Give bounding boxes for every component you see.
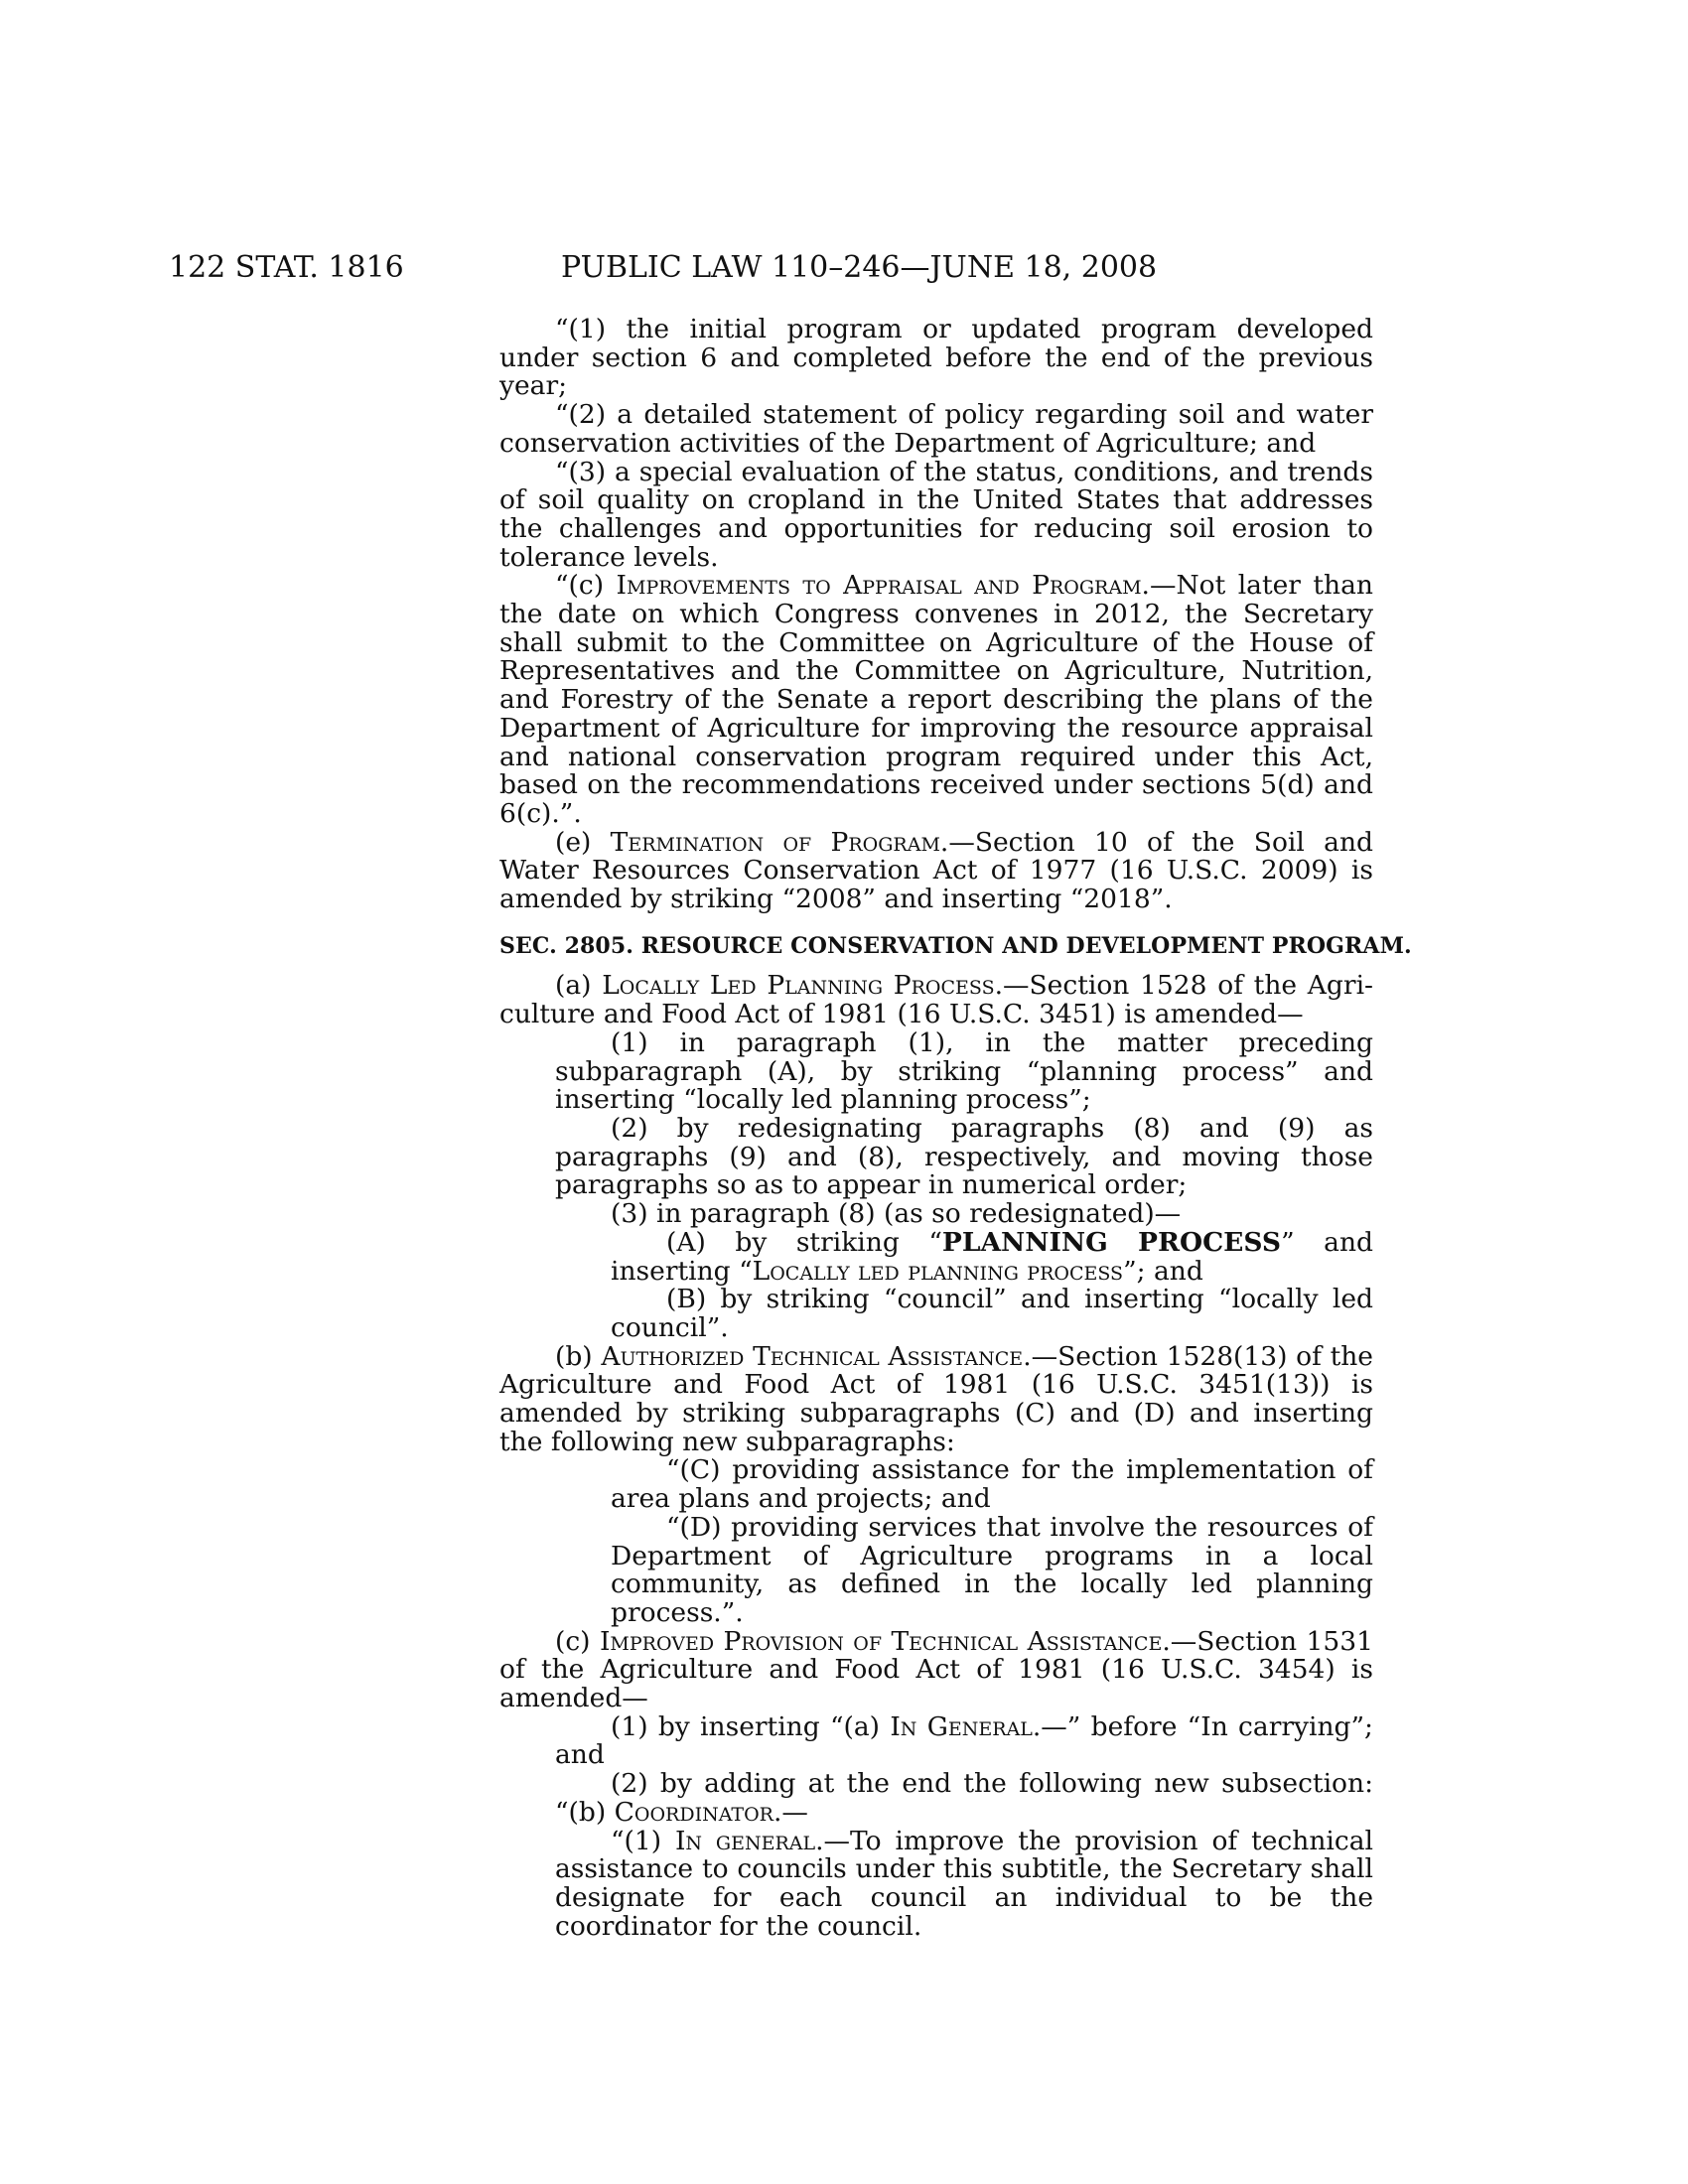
section-a-text: .—Section 1528 of the Agriculture and Food Act of 1981 (16 U.S.C. 3451) is amended— (499, 970, 1374, 1030)
item-c1-end: .—” before “In carrying”; and (555, 1710, 1373, 1771)
section-c-item-2 (499, 1770, 1373, 1827)
section-b-caption: Authorized Technical Assistance (601, 1340, 1024, 1372)
section-a-item-3B: (B) by striking “council” and inserting “locally led council”. (611, 1284, 1373, 1343)
item-c2-lead: (2) by adding at the end the following new subsection: “(b) (555, 1768, 1373, 1828)
item-c2-end: .— (773, 1796, 808, 1828)
item-3A-caption: Locally led planning process (752, 1255, 1124, 1287)
page-header (169, 248, 1499, 288)
coordinator-general (499, 1825, 1374, 1942)
item-3A-bold: PLANNING PROCESS (941, 1226, 1282, 1258)
section-c-caption: Improved Provision of Technical Assistance (599, 1625, 1163, 1657)
section-b-lead: (b) (555, 1340, 602, 1372)
section-c-improved (499, 1625, 1373, 1714)
section-a-locally-led (499, 972, 1373, 1028)
section-a-lead: (a) (555, 970, 603, 1002)
item-3A-end: ”; and (1123, 1255, 1203, 1287)
paragraph-b3: “(3) a special evaluation of the status, conditions, and trends of soil quality on cropland in the United States that addresses the challenges and opportunities for reducing soil erosion to tolerance levels. (499, 456, 1373, 573)
section-heading: SEC. 2805. RESOURCE CONSERVATION AND DEVELOPMENT PROGRAM. (499, 932, 1412, 959)
item-3A-mid: ” and inserting “ (611, 1226, 1373, 1287)
paragraph-b1: “(1) the initial program or updated program developed under section 6 and completed before the end of the previous year; (499, 314, 1373, 402)
statute-page-number: 122 STAT. 1816 (169, 250, 404, 285)
section-b-item-D: “(D) providing services that involve the resources of Department of Agriculture programs in a local community, as defined in the locally led planning process.”. (611, 1511, 1373, 1628)
coordinator-lead: “(1) (611, 1825, 675, 1856)
subsection-c-text: .—Not later than the date on which Congress convenes in 2012, the Secretary shall submit to the Committee on Agriculture of the House of Representatives and the Committee on Agriculture, Nutrition, and Forestry of the Senate a report describing the plans of the Department of Agriculture for improving the resource appraisal and national conservation program required under this Act, based on the recommendations received under sections 5(d) and 6(c).”. (499, 570, 1373, 829)
coordinator-caption: In general (674, 1825, 816, 1856)
subsection-e-lead: (e) (555, 826, 611, 858)
subsection-e-text: .—Section 10 of the Soil and Water Resources Conservation Act of 1977 (16 U.S.C. 2009) is amended by striking “2008” and inserting “2018”. (499, 826, 1373, 915)
subsection-e-caption: Termination of Program (610, 826, 940, 858)
item-3A-lead: (A) by striking “ (666, 1226, 942, 1258)
item-c2-caption: Coordinator (614, 1796, 774, 1828)
section-b-item-C: “(C) providing assistance for the implementation of area plans and projects; and (611, 1454, 1373, 1515)
section-a-caption: Locally Led Planning Process (602, 970, 995, 1002)
subsection-c-improvements (499, 572, 1373, 828)
document-body (499, 314, 1412, 1942)
running-title: PUBLIC LAW 110–246—JUNE 18, 2008 (561, 250, 1158, 285)
section-c-lead: (c) (555, 1625, 600, 1657)
section-b-text: .—Section 1528(13) of the Agriculture and Food Act of 1981 (16 U.S.C. 3451(13)) is amended by striking subparagraphs (C) and (D) and inserting the following new subparagraphs: (499, 1340, 1373, 1457)
section-a-item-3: (3) in paragraph (8) (as so redesignated)— (611, 1198, 1182, 1230)
paragraph-b2: “(2) a detailed statement of policy regarding soil and water conservation activities of the Department of Agriculture; and (499, 399, 1373, 459)
subsection-e-termination (499, 826, 1373, 915)
coordinator-text: .—To improve the provision of technical assistance to councils under this subtitle, the Secretary shall designate for each council an individual to be the coordinator for the council. (555, 1825, 1374, 1942)
item-c1-caption: In General (890, 1710, 1033, 1742)
section-c-item-1 (499, 1710, 1373, 1771)
section-b-technical (499, 1340, 1373, 1457)
section-a-item-1: (1) in paragraph (1), in the matter preceding subparagraph (A), by striking “planning process” and inserting “locally led planning process”; (555, 1026, 1373, 1116)
subsection-c-lead: “(c) (555, 570, 617, 602)
section-a-item-2: (2) by redesignating paragraphs (8) and (9) as paragraphs (9) and (8), respectively, and moving those paragraphs so as to appear in numerical order; (555, 1112, 1373, 1201)
item-c1-lead: (1) by inserting “(a) (611, 1710, 891, 1742)
subsection-c-caption: Improvements to Appraisal and Program (616, 570, 1142, 602)
section-a-item-3A (499, 1226, 1373, 1287)
section-c-text: .—Section 1531 of the Agriculture and Food Act of 1981 (16 U.S.C. 3454) is amended— (499, 1625, 1373, 1714)
